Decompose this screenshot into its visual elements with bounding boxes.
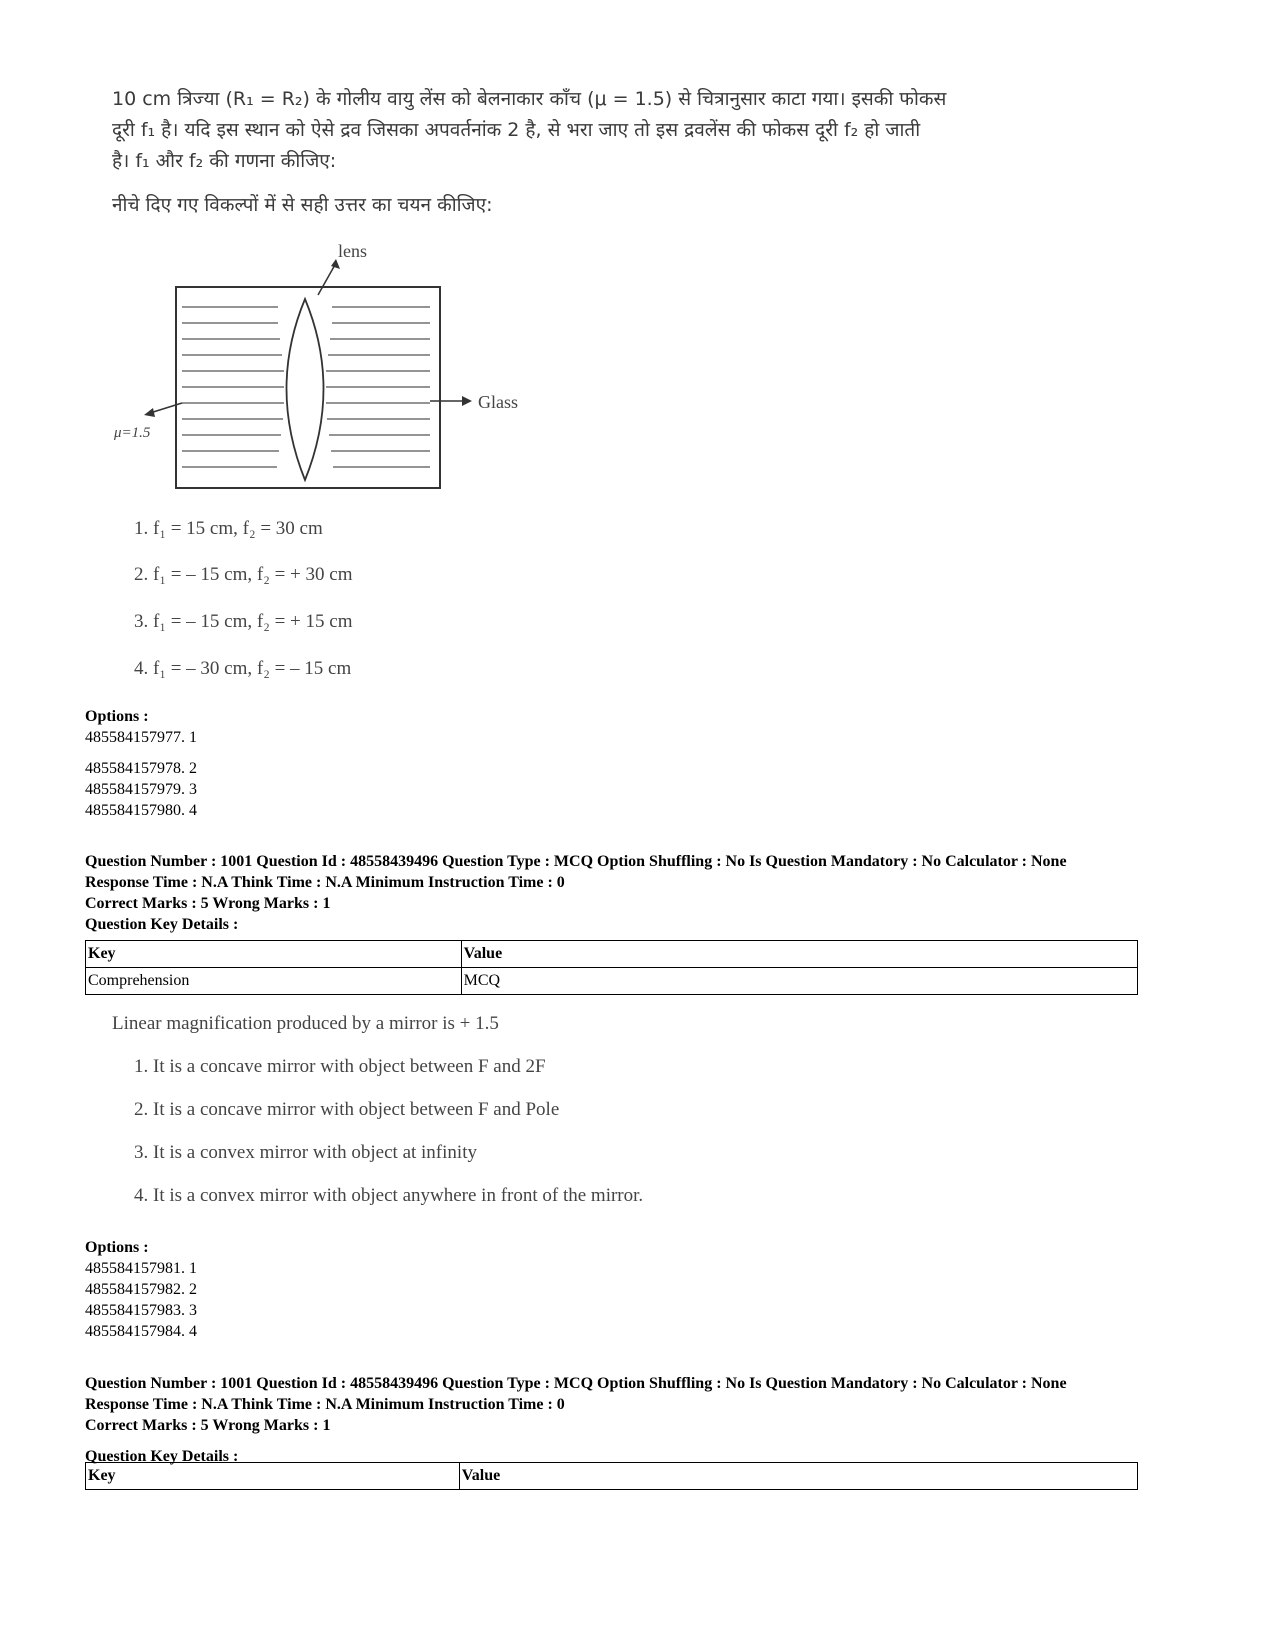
q1-choice-4: 4. f₁ = – 30 cm, f₂ = – 15 cm [134,658,352,679]
q2-value-header: Value [461,941,1137,968]
q3-key-table [85,1462,1138,1490]
q1-choice-1: 1. f₁ = 15 cm, f₂ = 30 cm [134,518,323,539]
mu-label: μ=1.5 [114,425,151,441]
q1-instruction: नीचे दिए गए विकल्पों में से सही उत्तर का चयन कीजिए: [112,194,493,216]
biconvex-lens-shape [287,299,324,480]
q1-stem-line-3: है। f₁ और f₂ की गणना कीजिए: [112,150,337,172]
q1-stem-line-1: 10 cm त्रिज्या (R₁ = R₂) के गोलीय वायु लेंस को बेलनाकार काँच (μ = 1.5) से चित्रानुसार काटा गया। इसकी फोकस [112,88,947,110]
q1-options-label: Options : [85,708,149,725]
q2-meta-line-1: Question Number : 1001 Question Id : 48558439496 Question Type : MCQ Option Shuffling : No Is Question Mandatory : No Calculator : None [85,853,1067,870]
q1-choice-3: 3. f₁ = – 15 cm, f₂ = + 15 cm [134,611,353,632]
q2-choice-4: 4. It is a convex mirror with object anywhere in front of the mirror. [134,1185,644,1206]
q3-meta-line-1: Question Number : 1001 Question Id : 48558439496 Question Type : MCQ Option Shuffling : No Is Question Mandatory : No Calculator : None [85,1375,1067,1392]
q2-key-header: Key [86,941,462,968]
q2-option-3: 485584157983. 3 [85,1302,197,1319]
q1-option-1: 485584157977. 1 [85,729,197,746]
q3-marks: Correct Marks : 5 Wrong Marks : 1 [85,1417,331,1434]
q3-key-header: Key [86,1463,460,1490]
q2-choice-3: 3. It is a convex mirror with object at infinity [134,1142,477,1163]
q1-option-4: 485584157980. 4 [85,802,197,819]
q2-options-label: Options : [85,1239,149,1256]
q2-stem: Linear magnification produced by a mirror is + 1.5 [112,1013,499,1034]
glass-label: Glass [478,392,518,412]
lens-label: lens [338,241,367,261]
q3-value-header: Value [459,1463,1137,1490]
q2-key-details-label: Question Key Details : [85,916,239,933]
q2-option-1: 485584157981. 1 [85,1260,197,1277]
q1-choice-2: 2. f₁ = – 15 cm, f₂ = + 30 cm [134,564,353,585]
q3-meta-line-2: Response Time : N.A Think Time : N.A Minimum Instruction Time : 0 [85,1396,565,1413]
q1-option-2: 485584157978. 2 [85,760,197,777]
q2-choice-1: 1. It is a concave mirror with object between F and 2F [134,1056,546,1077]
q2-marks: Correct Marks : 5 Wrong Marks : 1 [85,895,331,912]
q2-option-4: 485584157984. 4 [85,1323,197,1340]
q2-choice-2: 2. It is a concave mirror with object between F and Pole [134,1099,560,1120]
q2-key-cell: Comprehension [86,968,462,995]
q2-meta-line-2: Response Time : N.A Think Time : N.A Minimum Instruction Time : 0 [85,874,565,891]
q2-key-table [85,940,1138,995]
q1-stem-line-2: दूरी f₁ है। यदि इस स्थान को ऐसे द्रव जिसका अपवर्तनांक 2 है, से भरा जाए तो इस द्रवलेंस की फोकस दूरी f₂ हो जाती [112,119,921,141]
q2-option-2: 485584157982. 2 [85,1281,197,1298]
q2-value-cell: MCQ [461,968,1137,995]
q1-option-3: 485584157979. 3 [85,781,197,798]
lens-diagram [100,235,540,500]
q3-key-details-label: Question Key Details : [85,1448,239,1465]
